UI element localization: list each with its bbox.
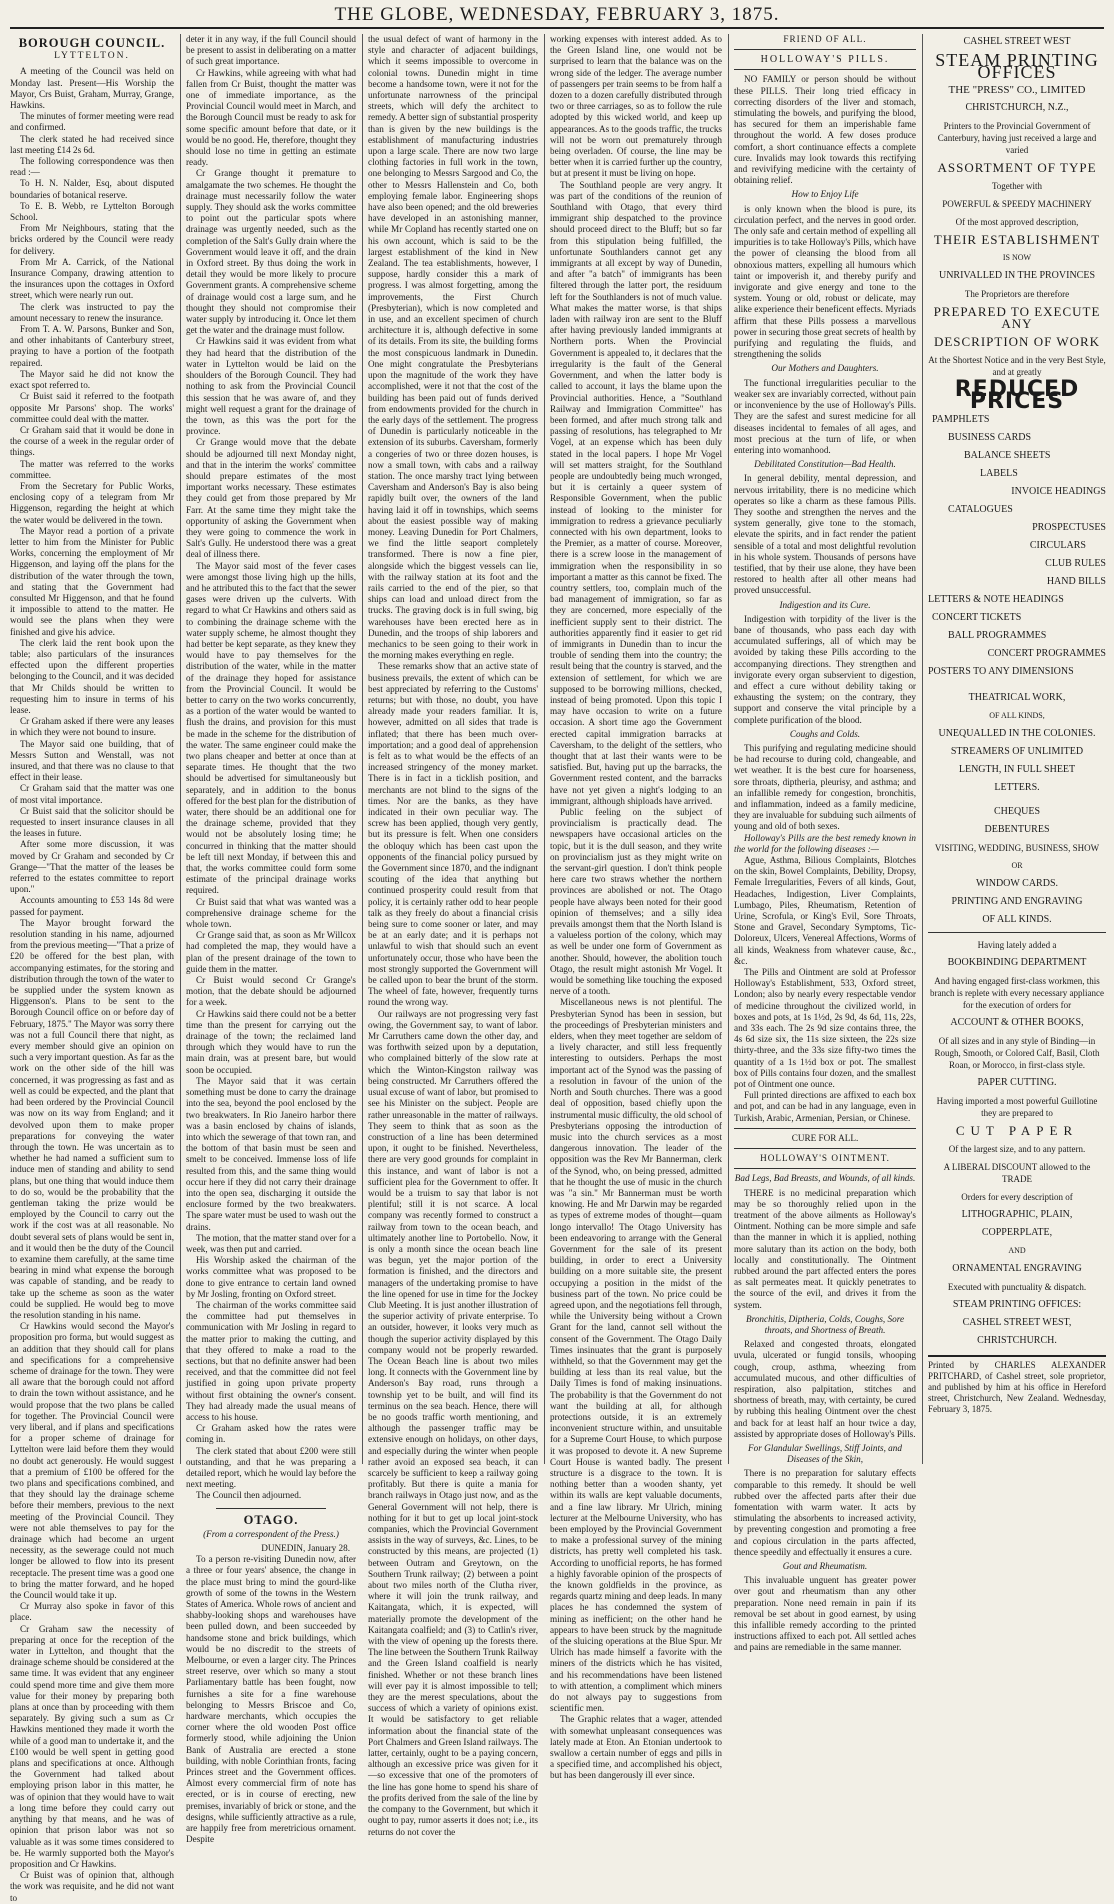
separator-rule <box>734 1128 916 1129</box>
advert-line: OF ALL KINDS, <box>989 711 1045 720</box>
paragraph: The Mayor said most of the fever cases were amongst those living high up the hills, and he attributed this to the fact that the sewer gases were driven up the culverts. With regard to what Cr Hawkins and others said as to combining the drainage scheme with the water supply scheme, he almost thought they had better be kept separate, as they knew they would have to pay themselves for the distribution of the water, while in the matter of the drainage they hoped for assistance from the Provincial Council. It would be better to carry on the two works concurrently, as a portion of the water would be wanted to flush the drains, and provision for this must be made in the scheme for the distribution of the water. The same engineer could make the two plans cheaper and better at once than at separate times. He thought that the two should be advertised for simultaneously but separately, and in addition to the bonus offered for the best plan for the distribution of water, there should be an additional one for the drainage scheme, provided that they would not be absolutely losing time; he concurred in thinking that the matter should be left till next Monday, if between this and that, the works committee could form some estimate of the principal drainage works required. <box>186 560 356 896</box>
subheading: Indigestion and its Cure. <box>779 599 871 610</box>
paragraph: This purifying and regulating medicine should be had recourse to during cold, changeable, and wet weather. It is the best cure for hoarseness, sore throats, diptheria, pleurisy, and asthma; and an infallible remedy for congestion, bronchitis, and inflammation, indeed as a family medicine, they are invaluable for subduing such ailments of young and old of both sexes. <box>734 742 916 832</box>
paragraph: Cr Hawkins said it was evident from what they had heard that the distribution of the water in Lyttelton would be laid on the shoulders of the Borough Council. They had nothing to ask from the Provincial Council this session that he was aware of, and they might well request a grant for the drainage of the town, as this was the port for the province. <box>186 336 356 437</box>
advert-line: STREAMERS OF UNLIMITED <box>950 746 1084 757</box>
column-rule <box>180 34 181 1464</box>
paragraph: A meeting of the Council was held on Monday last. Present—His Worship the Mayor, Crs Buist, Graham, Murray, Grange, Hawkins. <box>10 66 174 111</box>
advert-line: Having imported a most powerful Guillotine they are prepared to <box>936 1096 1098 1118</box>
paragraph: To a person re-visiting Dunedin now, after a three or four years' absence, the change in the place must bring to mind the gourd-like growth of some of the towns in the Western States of America. Whole rows of ancient and shabby-looking shops and warehouses have been pulled down, and been succeeded by handsome stone and brick buildings, which would be no discredit to the streets of Melbourne, or even a larger city. The Princes street reserve, over which so many a stout Parliamentary battle has been fought, now furnishes a site for a fine warehouse belonging to Messrs Briscoe and Co, hardware merchants, which occupies the corner where the old wooden Post office formerly stood, while adjoining the Union Bank of Australia are erected a stone building, with noble Corinthian fronts, facing Princes street and the Government offices. Almost every commercial firm of note has erected, or is in course of erecting, new premises, invariably of brick or stone, and the designs, while sufficiently attractive as a rule, are happily free from meretricious ornament. Despite <box>186 1554 356 1845</box>
subheading: Bronchitis, Diptheria, Colds, Coughs, Sore throats, and Shortness of Breath. <box>745 1313 905 1335</box>
paragraph: Miscellaneous news is not plentiful. The Presbyterian Synod has been in session, but the proceedings of Presbyterian ministers and elders, when they meet together are seldom of a lively character, and still less frequently interesting to outsiders. Perhaps the most important act of the Synod was the passing of a resolution in favour of the union of the North and South churches. There was a good deal of opposition, based chiefly upon the instrumental music difficulty, the old school of Presbyterians opposing the introduction of music into the church services as a most dangerous innovation. The leader of the opposition was the Rev Mr Bannerman, clerk of the Synod, who, on being pressed, admitted that he thought the use of music in the church was "a sin." Mr Bannerman must be worth knowing. He and Mr Darwin may be regarded as types of extreme modes of thought—quam longo intervallo! The Otago University has been endeavoring to arrange with the General Government for the sale of its present building, in order to erect a University building on a more suitable site, the present occupying a position in the midst of the business part of the town. No price could be agreed upon, and the negotiations fell through, while the University being without a Crown Grant for the land, cannot sell without the consent of the Government. The Otago Daily Times insinuates that the grant is purposely withheld, so that the Government may get the building at less than its real value, but the Daily Times is fond of making insinuations. The probability is that the Government do not want the building at all, for although protections outside, it is an extremely inconvenient structure within, and unsuitable for a Supreme Court House, to which purpose it was proposed to devote it. A new Supreme Court House is wanted badly. The present structure is a disgrace to the town. It is nothing better than a wooden shanty, yet within its walls are kept valuable documents, and a fine law library. Mr Ulrich, mining lecturer at the Melbourne University, who has been employed by the Provincial Government to make a professional survey of the mining districts, has pretty well completed his task. According to unofficial reports, he has formed a highly favorable opinion of the prospects of the known goldfields in the province, as regards quartz mining and deep leads. In many places he has condemned the system of mining as inefficient; on the other hand he appears to have been struck by the magnitude of the sluicing operations at the Blue Spur. Mr Ulrich has made himself a favorite with the miners of the districts which he has visited, and his recommendations have been listened to with attention, a compliment which miners do not always pay to suggestions from scientific men. <box>550 997 722 1714</box>
paragraph: To H. N. Nalder, Esq, about disputed boundaries of botanical reserve. <box>10 178 174 200</box>
paragraph: From the Secretary for Public Works, enclosing copy of a telegram from Mr Higgenson, regarding the height at which the water would be delivered in the town. <box>10 480 174 525</box>
paragraph: His Worship asked the chairman of the works committee what was proposed to be done to give entrance to certain land owned by Mr Josling, fronting on Oxford street. <box>186 1255 356 1299</box>
advert-line: OR <box>1011 861 1023 870</box>
paragraph: Cr Buist said that the solicitor should be requested to insert insurance clauses in all the leases in future. <box>10 805 174 839</box>
service-item: PROSPECTUSES <box>1032 522 1106 533</box>
service-item: CATALOGUES <box>948 504 1013 515</box>
advert-line: At the Shortest Notice and in the very Best Style, and at greatly <box>928 355 1106 377</box>
subheading: Bad Legs, Bad Breasts, and Wounds, of all kinds. <box>734 1173 916 1184</box>
separator-rule <box>734 1168 916 1169</box>
dateline: DUNEDIN, January 28. <box>261 1543 350 1554</box>
paragraph: Cr Grange said that, as soon as Mr Willcox had completed the map, they would have a plan of the present drainage of the town to guide them in the matter. <box>186 930 356 974</box>
advert-line: IS NOW <box>1002 253 1032 262</box>
article-heading: OTAGO. <box>243 1512 299 1527</box>
paragraph: This invaluable unguent has greater power over gout and rheumatism than any other preparation. None need remain in pain if its removal be set about in good earnest, by using this infallible remedy according to the printed instructions affixed to each pot. All settled aches and pains are remediable in the same manner. <box>734 1575 916 1653</box>
service-item: CLUB RULES <box>1045 558 1106 569</box>
print-services-list <box>928 414 1106 678</box>
advert-line: The Proprietors are therefore <box>964 289 1070 299</box>
advert-line: CASHEL STREET WEST <box>963 36 1071 47</box>
paragraph: Cr Graham said that it would be done in the course of a week in the regular order of things. <box>10 424 174 458</box>
paragraph: is only known when the blood is pure, its circulation perfect, and the nerves in good order. The only safe and certain method of expelling all impurities is to take Holloway's Pills, which have the power of cleansing the blood from all obnoxious matters, expelling all humours which taint or impoverish it, and thereby purify and invigorate and give energy and tone to the system. Young or old, robust or delicate, may alike experience their beneficent effects. Myriads affirm that these Pills possess a marvellous power in securing those great secrets of health by purifying and regulating the fluids, and strengthening the solids <box>734 203 916 360</box>
paragraph: The motion, that the matter stand over for a week, was then put and carried. <box>186 1232 356 1254</box>
advert-line: LETTERS. <box>994 782 1040 793</box>
paragraph: The clerk stated he had received since last meeting £14 2s 6d. <box>10 133 174 155</box>
service-item: INVOICE HEADINGS <box>1011 486 1106 497</box>
separator-rule <box>928 932 1106 933</box>
paragraph: The Mayor said he did not know the exact spot referred to. <box>10 368 174 391</box>
advert-line: ASSORTMENT OF TYPE <box>937 160 1097 175</box>
advert-line: CASHEL STREET WEST, <box>962 1317 1072 1328</box>
masthead: THE GLOBE, WEDNESDAY, FEBRUARY 3, 1875. <box>334 4 780 25</box>
paragraph: Cr Hawkins, while agreeing with what had fallen from Cr Buist, thought the matter was one of immediate importance, as the Provincial Council would meet in March, and the Borough Council must be ready to ask for some specific amount before that date, or it would be no good. He, therefore, thought they should lose no time in getting an estimate ready. <box>186 67 356 168</box>
paragraph: Our railways are not progressing very fast owing, the Government say, to want of labor. Mr Carruthers came down the other day, and was forthwith seized upon by a deputation, who complained bitterly of the slow rate at which the Winton-Kingston railway was being constructed. Mr Carruthers offered the usual excuse of want of labor, but promised to see his Minister on the subject. People are rather unreasonable in the matter of railways. They seem to think that as soon as the construction of a line has been determined upon, it ought to be finished. Nevertheless, there are very good grounds for complaint in this instance, and want of labor is not a sufficient plea for the Government to offer. It would be a truism to say that labor is not plentiful; still it is not scarce. A local company was recently formed to construct a railway from town to the ocean beach, and ultimately another line to Portobello. Now, it is only a month since the ocean beach line was begun, yet the major portion of the formation is finished, and the directors and managers of the undertaking promise to have the line opened for use in time for the Jockey Club Meeting. It is just another illustration of the superior activity of private enterprise. To an outsider, however, it looks very much as though the superior activity displayed by this company would not be properly rewarded. The Ocean Beach line is about two miles long. It connects with the Government line by Anderson's Bay road, runs through a township yet to be built, and will find its terminus on the sea beach. Hence, there will be no goods traffic worth mentioning, and although the passenger traffic may be extensive enough on holidays, on other days, and especially during the winter when people rather avoid an exposed sea beach, it can scarcely be sufficient to keep a railway going profitably. But there is quite a mania for branch railways in Otago just now, and as the General Government will not help, there is nothing for it but to get up local joint-stock companies, which the Provincial Government assists in the way of surveys, &c. Lines, to be constructed by this means, are projected (1) between Outram and Greytown, on the Southern Trunk railway; (2) between a point about two miles north of the Clutha river, where it will join the trunk railway, and Kaitangata, which, it is expected, will materially promote the development of the Kaitangata coalfield; and (3) to Catlin's river, with the view of opening up the forests there. The line between the Southern Trunk Railway and the Green Island coalfield is nearly finished. Whether or not these branch lines will ever pay it is almost impossible to tell; they are the merest speculations, about the success of which a variety of opinions exist. It would be satisfactory to get reliable information about the financial state of the Port Chalmers and Green Island railways. The latter, certainly, ought to be a paying concern, although an excessive price was given for it—so excessive that one of the promoters of the line has gone home to spend his share of the profits derived from the sale of the line by the company to the Government, but which it ought to pay, rumor asserts it does not; i.e., its returns do not cover the <box>368 1008 539 1837</box>
paragraph: The chairman of the works committee said the committee had put themselves in communication with Mr Josling in regard to the matter prior to making the cutting, and that they offered to make a road to the sections, but that no definite answer had been received, and that the committee did not feel justified in going upon private property without first obtaining the owner's consent. They had already made the usual means of access to his house. <box>186 1299 356 1422</box>
advert-line: DEBENTURES <box>984 824 1050 835</box>
paragraph: Cr Buist would second Cr Grange's motion, that the debate should be adjourned for a week. <box>186 975 356 1008</box>
advert-kicker: FRIEND OF ALL. <box>783 34 867 44</box>
paragraph: Cr Grange would move that the debate should be adjourned till next Monday night, and that in the interim the works' committee should prepare estimates of the most important works necessary. These estimates they could get from those prepared by Mr Farr. At the same time they might take the opportunity of asking the Government when they were going to commence the work in Salt's Gully. He understood there was a great deal of illness there. <box>186 437 356 560</box>
separator-rule <box>734 49 916 50</box>
advert-line: THEATRICAL WORK, <box>968 692 1066 703</box>
paragraph: After some more discussion, it was moved by Cr Graham and seconded by Cr Grange—"That the matter of the leases be referred to the estates committee to report upon." <box>10 839 174 895</box>
advert-line: ACCOUNT & OTHER BOOKS, <box>950 1017 1084 1028</box>
paragraph: Cr Murray also spoke in favor of this place. <box>10 1601 174 1623</box>
paragraph: The minutes of former meeting were read and confirmed. <box>10 111 174 133</box>
subheading: How to Enjoy Life <box>791 189 859 200</box>
paragraph: The clerk laid the rent book upon the table; also particulars of the insurances effected upon the different properties belonging to the Council, and it was decided that Mr Childs should be written to requesting him to insure in terms of his lease. <box>10 637 174 715</box>
paragraph: Cr Buist said that what was wanted was a comprehensive drainage scheme for the whole town. <box>186 896 356 930</box>
service-item: CONCERT TICKETS <box>932 612 1022 623</box>
column-3 <box>368 34 539 1837</box>
advert-line: Executed with punctuality & dispatch. <box>947 1282 1087 1292</box>
advert-line: A LIBERAL DISCOUNT allowed to the TRADE <box>943 1162 1091 1184</box>
subheading: Debilitated Constitution—Bad Health. <box>754 459 896 470</box>
subheading: Gout and Rheumatism. <box>782 1561 868 1571</box>
advert-kicker: CURE FOR ALL. <box>791 1132 859 1143</box>
advert-line: Having lately added a <box>977 940 1057 950</box>
paragraph: NO FAMILY or person should be without these PILLS. Their long tried efficacy in correcting disorders of the liver and stomach, stimulating the bowels, and purifying the blood, has secured for them an imperishable fame throughout the world. A few doses produce comfort, a short continuance effects a complete cure. Invalids may look towards this rectifying and revivifying medicine with the certainty of obtaining relief. <box>734 74 916 186</box>
service-item: LABELS <box>980 468 1018 479</box>
paragraph: The Mayor said one building, that of Messrs Sutton and Wenstall, was not insured, and that there was no clause to that effect in their lease. <box>10 738 174 783</box>
paragraph: Cr Graham asked if there were any leases in which they were not bound to insure. <box>10 716 174 738</box>
paragraph: Accounts amounting to £53 14s 8d were passed for payment. <box>10 895 174 917</box>
paragraph: Cr Hawkins said there could not be a better time than the present for carrying out the drainage of the town; the reclaimed land through which they would have to run the main drain, was at present bare, but would soon be occupied. <box>186 1008 356 1075</box>
paragraph: The clerk stated that about £200 were still outstanding, and that he was preparing a detailed report, which he would lay before the next meeting. <box>186 1445 356 1490</box>
paragraph: The Southland people are very angry. It was part of the conditions of the reunion of Southland with Otago, that every third immigrant ship despatched to the province should proceed direct to the Bluff; but so far from this stipulation being fulfilled, the unfortunate Southlanders cannot get any immigrants at all except by way of Dunedin, and after "a batch" of immigrants has been filtered through the latter port, the residuum left for the Southlanders is not of much value. What makes the matter worse, is that ships laden with railway iron are sent to the Bluff after having previously landed immigrants at Northern ports. When the Provincial Government is appealed to, it declares that the irregularity is the fault of the General Government, and when the latter body is called to account, it lays the blame upon the Provincial authorities. Hence, a "Southland Railway and Immigration Committee" has been formed, and after much strong talk and passing of resolutions, has telegraphed to Mr Vogel, at an expense which has been duly stated in the local papers. I hope Mr Vogel will set matters straight, for the Southland people are undoubtedly being much wronged, but it is certainly a queer system of Responsible Government, when the public instead of looking to the minister for immigration to redress a grievance peculiarly connected with his own department, looks to the Premier, as a matter of course. Moreover, there is a screw loose in the management of immigration when the responsibility in so important a matter as this cannot be fixed. The country settlers, too, complain much of the bad management of immigration, so far as they are concerned, more especially of the inefficient supply sent to their district. The authorities apparently find it easier to get rid of immigrants in Dunedin than to incur the trouble of sending them into the country; the result being that the country is starved, and the extension of settlement, for which we are supposed to be borrowing millions, checked, instead of being promoted. Upon this topic I may have occasion to write on a future occasion. A short time ago the Government erected capital immigration barracks at Caversham, to the delight of the settlers, who thought that at last their wants were to be satisfied. But, having put up the barracks, the Government rested content, and the barracks have not yet given a night's lodging to an immigrant, although shiploads have arrived. <box>550 179 722 806</box>
advert-line: And having engaged first-class workmen, this branch is replete with every necessary appliance for the execution of orders for <box>930 976 1104 1010</box>
service-item: POSTERS TO ANY DIMENSIONS <box>928 666 1074 677</box>
paragraph: From T. A. W. Parsons, Bunker and Son, and other inhabitants of Canterbury street, praying to have a portion of the footpath repaired. <box>10 324 174 368</box>
advert-line: AND <box>1008 1246 1026 1255</box>
printer-imprint: Printed by CHARLES ALEXANDER PRITCHARD, of Cashel street, sole proprietor, and published by him at his office in Hereford street, Christchurch, New Zealand. Wednesday, February 3, 1875. <box>928 1355 1106 1415</box>
article-heading: BOROUGH COUNCIL. <box>18 36 166 50</box>
advert-line: LENGTH, IN FULL SHEET <box>958 764 1076 775</box>
column-1 <box>10 34 174 1903</box>
paragraph: The Council then adjourned. <box>196 1490 302 1501</box>
advert-line: CHRISTCHURCH, N.Z., <box>965 102 1069 113</box>
column-rule <box>728 34 729 1464</box>
advert-line: REDUCED PRICES <box>954 377 1080 414</box>
advert-line: CHEQUES <box>993 806 1041 817</box>
advert-line: Of the largest size, and to any pattern. <box>948 1144 1086 1154</box>
advert-line: PRINTING AND ENGRAVING <box>951 896 1083 907</box>
advert-line: POWERFUL & SPEEDY MACHINERY <box>942 199 1092 209</box>
separator-rule <box>734 1148 916 1149</box>
paragraph: The following correspondence was then read :— <box>10 156 174 178</box>
column-rule <box>362 34 363 1464</box>
service-item: PAMPHLETS <box>932 414 990 425</box>
paragraph: To E. B. Webb, re Lyttelton Borough School. <box>10 200 174 223</box>
subheading: Coughs and Colds. <box>789 728 861 739</box>
column-5-holloway-advert <box>734 34 916 1653</box>
paragraph: The Graphic relates that a wager, attended with somewhat unpleasant consequences was lately made at Eton. An Etonian undertook to swallow a certain number of eggs and pills in a specified time, and accomplished his object, but has been dangerously ill ever since. <box>550 1714 722 1781</box>
paragraph: Cr Graham asked how the rates were coming in. <box>186 1423 356 1445</box>
advert-line: OF ALL KINDS. <box>982 914 1052 925</box>
service-item: BALANCE SHEETS <box>964 450 1051 461</box>
advert-line: LITHOGRAPHIC, PLAIN, <box>961 1209 1073 1220</box>
advert-line: CHRISTCHURCH. <box>977 1335 1057 1346</box>
advert-line: Together with <box>991 181 1043 191</box>
article-byline: (From a correspondent of the Press.) <box>203 1528 339 1539</box>
article-subheading: LYTTELTON. <box>54 51 130 62</box>
service-item: BUSINESS CARDS <box>948 432 1032 443</box>
advert-line: UNRIVALLED IN THE PROVINCES <box>938 270 1096 281</box>
paragraph: The functional irregularities peculiar to the weaker sex are invariably corrected, without pain or inconvenience by the use of Holloway's Pills. They are the safest and surest medicine for all diseases incidental to females of all ages, and most precious at the turn of life, or when entering into womanhood. <box>734 377 916 455</box>
column-6-printing-advert <box>928 34 1106 1464</box>
advert-line: ORNAMENTAL ENGRAVING <box>952 1263 1082 1274</box>
separator-rule <box>216 1508 326 1509</box>
paragraph: Cr Hawkins would second the Mayor's proposition pro forma, but would suggest as an addition that they should call for plans and specifications for a comprehensive scheme of drainage for the town. They were all aware that the borough could not afford to drain the town without assistance, and he would propose that the two plans be called for together. The Provincial Council were very liberal, and if plans and specifications for a proper scheme of drainage for Lyttelton were laid before them they would no doubt act generously. He would suggest that a premium of £100 be offered for the two plans and specifications combined, and that they should lay the drainage scheme before their members, previous to the next meeting of the Provincial Council. They were not able themselves to pay for the drainage which had become an urgent necessity, as the sewerage could not much longer be allowed to flow into its present receptacle. The present time was a good one to bring the matter forward, and he hoped the Council would take it up. <box>10 1321 174 1601</box>
advert-line: Of the most approved description, <box>955 217 1079 227</box>
paragraph: Holloway's Pills are the best remedy known in the world for the following diseases :— <box>734 832 916 854</box>
paragraph: Relaxed and congested throats, elongated uvula, ulcerated or fungid tonsils, whooping cough, croup, asthma, wheezing from accumulated mucous, and other difficulties of respiration, also palpitation, stitches and shortness of breath, may, with certainty, be cured by rubbing this healing Ointment over the chest and back for at least half an hour twice a day, assisted by appropriate doses of Holloway's Pills. <box>734 1339 916 1439</box>
advert-title: HOLLOWAY'S OINTMENT. <box>760 1153 890 1164</box>
service-item: CONCERT PROGRAMMES <box>987 648 1106 659</box>
paragraph: deter it in any way, if the full Council should be present to assist in deliberating on a matter of such great importance. <box>186 34 356 67</box>
column-rule <box>922 34 923 1464</box>
paragraph: working expenses with interest added. As to the Green Island line, one would not be surprised to learn that the balance was on the wrong side of the ledger. The average number of passengers per train seems to be from half a dozen to a dozen carefully distributed through two or three carriages, so as to follow the rule adopted by this wicked world, and keep up appearances. As to the goods traffic, the trucks will not be worn out prematurely through being overladen. Of course, the line may be better when it is carried further up the country, but at present it must be living on hope. <box>550 34 722 179</box>
paragraph: From Mr A. Carrick, of the National Insurance Company, drawing attention to the insurances upon the cottages in Oxford street, which were nearly run out. <box>10 256 174 301</box>
subheading: Our Mothers and Daughters. <box>771 363 879 374</box>
paragraph: The Mayor said that it was certain something must be done to carry the drainage into the sea, beyond the pool enclosed by the two breakwaters. In Rio Janeiro harbor there was a basin enclosed by chains of islands, into which the sewerage of that town ran, and the bottom of that basin must be seen and smelt to be conceived. Immense loss of life resulted from this, and the same thing would occur here if they did not carry their drainage into the open sea, discharging it outside the enclosure formed by the two breakwaters. The spare water must be used to wash out the drains. <box>186 1075 356 1232</box>
advert-line: PREPARED TO EXECUTE ANY <box>933 304 1101 331</box>
advert-line: Printers to the Provincial Government of Canterbury, having just received a large and varied <box>937 121 1097 155</box>
advert-line: BOOKBINDING DEPARTMENT <box>947 957 1087 968</box>
service-item: BALL PROGRAMMES <box>948 630 1047 641</box>
paragraph: Cr Graham saw the necessity of preparing at once for the reception of the water in Lyttelton, and thought that the drainage scheme should be considered at the same time. It was evident that any engineer could spend more time and give them more value for their money by preparing both plans at once than by proceeding with them separately. By giving such a sum as Cr Hawkins mentioned they made it worth the while of a good man to undertake it, and the £100 would be well spent in getting good plans and specifications at once. Although the Government had talked about employing prison labor in this matter, he was of opinion that they would have to wait a long time before they could carry out anything by that means, and he was of opinion that prison labor was not so valuable as it was some times considered to be. He warmly supported both the Mayor's proposition and Cr Hawkins. <box>10 1623 174 1869</box>
advert-line: THE "PRESS" CO., LIMITED <box>948 84 1086 96</box>
advert-line: DESCRIPTION OF WORK <box>933 334 1101 349</box>
subheading: For Glandular Swellings, Stiff Joints, and Diseases of the Skin, <box>748 1442 902 1465</box>
advert-line: STEAM PRINTING OFFICES <box>935 50 1099 82</box>
paragraph: The clerk was instructed to pay the amount necessary to renew the insurance. <box>10 301 174 323</box>
paragraph: the usual defect of want of harmony in the style and character of adjacent buildings, which it seems impossible to overcome in colonial towns. Dunedin might in time become a handsome town, were it not for the unfortunate narrowness of the principal streets, which will defy the architect to remedy. A better sign of substantial prosperity than is given by the new buildings is the establishment of manufacturing industries upon a large scale. There are now two large clothing factories in full work in the town, one belonging to Messrs Sargood and Co, the other to Messrs Hallenstein and Co, both employing female labor. Engineering shops have also been opened; and the old breweries have developed in an astonishing manner, while Mr Copland has recently started one on his own account, which is said to be the largest establishment of the kind in New Zealand. The tea establishments, however, I suppose, hardly consider this a mark of progress. I was almost forgetting, among the improvements, the First Church (Presbyterian), which is now completed and in use, and an excellent specimen of church architecture it is, although defective in some of its details. From its site, the building forms the most conspicuous landmark in Dunedin. One might congratulate the Presbyterians upon the magnitude of the work they have accomplished, were it not that the cost of the building has been paid out of funds derived from endowments provided for the church in the early days of the settlement. The progress of Dunedin is particularly noticeable in the extension of its suburbs. Caversham, formerly a congeries of two or three dozen houses, is now a small town, with cabs and a railway station. The once marshy tract lying between Caversham and Anderson's Bay is also being rapidly built over, the owners of the land having laid it off in townships, which seems about the easiest possible way of making money. Leaving Dunedin for Port Chalmers, we find the little seaport completely transformed. There is now a fine pier, alongside which the biggest vessels can lie, with the railway station at its foot and the rails carried to the end of the pier, so that ships can load and unload direct from the trucks. The graving dock is in full swing, big warehouses have been erected here as in Dunedin, and the troops of ship laborers and mechanics to be seen going to their work in the morning makes everything en regle. <box>368 34 538 661</box>
separator-rule <box>734 69 916 70</box>
paragraph: There is no preparation for salutary effects comparable to this remedy. It should be well rubbed over the affected parts after their due fomentation with warm water. It acts by stimulating the absorbents to increased activity, by preventing congestion and promoting a free and copious circulation in the parts affected, thence speedily and effectually it ensures a cure. <box>734 1468 916 1557</box>
paragraph: The matter was referred to the works committee. <box>10 458 174 480</box>
paragraph: Full printed directions are affixed to each box and pot, and can be had in any language, even in Turkish, Arabic, Armenian, Persian, or Chinese. <box>734 1090 916 1123</box>
paragraph: From Mr Neighbours, stating that the bricks ordered by the Council were ready for delivery. <box>10 223 174 256</box>
paragraph: The Mayor read a portion of a private letter to him from the Minister for Public Works, concerning the employment of Mr Higgenson, and laying off the plans for the distribution of the water through the town, and stating that the Government had consulted Mr Higgenson, and that he found it impossible to attend to the matter. He would see the plans when they were finished and give his advice. <box>10 525 174 637</box>
paragraph: THERE is no medicinal preparation which may be so thoroughly relied upon in the treatment of the above ailments as Holloway's Ointment. Nothing can be more simple and safe than the manner in which it is applied, nothing more salutary than its action on the body, both locally and constitutionally. The Ointment rubbed around the part affected enters the pores as salt permeates meat. It quickly penetrates to the source of the evil, and drives it from the system. <box>734 1187 916 1310</box>
advert-line: PAPER CUTTING. <box>977 1077 1057 1088</box>
paragraph: These remarks show that an active state of business prevails, the extent of which can be best appreciated by referring to the Customs' returns; but with those, no doubt, you have already made your readers familiar. It is, however, admitted on all sides that trade is inflated; that there has been much over-importation; and a good deal of apprehension is felt as to what would be the effects of an increased stringency of the money market. There is in fact in a ticklish position, and merchants are not blind to the signs of the times. Nor are the banks, as they have indicated in their own peculiar way. The screw has been applied, though very gently, but its pressure is felt. When one considers the obloquy which has been cast upon the opponents of the financial policy pursued by the Government since 1870, and the indignant scouting of the idea that anything but continued prosperity could result from that policy, it is certainly rather odd to hear people talk as they freely do about a financial crisis being sure to come sooner or later, and may be at an early date; and it is perhaps not unlawful to wish that should such an event unfortunately occur, those who have been the most strongly supported the Government will be called upon to bear the brunt of the storm. The wheel of fate, however, frequently turns round the wrong way. <box>368 661 538 1008</box>
advert-line: VISITING, WEDDING, BUSINESS, SHOW <box>934 843 1100 853</box>
paragraph: The Pills and Ointment are sold at Professor Holloway's Establishment, 533, Oxford street, London; also by nearly every respectable vendor of medicine throughout the civilized world, in boxes and pots, at 1s 1½d, 2s 9d, 4s 6d, 11s, 22s, and 33s each. The 2s 9d size contains three, the 4s 6d size six, the 11s size sixteen, the 22s size thirty-three, and the 33s size fifty-two times the quantity of a 1s 1½d box or pot. The smallest box of Pills contains four dozen, and the smallest pot of Ointment one ounce. <box>734 967 916 1090</box>
paragraph: Ague, Asthma, Bilious Complaints, Blotches on the skin, Bowel Complaints, Debility, Dropsy, Female Irregularities, Fevers of all kinds, Gout, Headaches, Indigestion, Liver Complaints, Lumbago, Piles, Rheumatism, Retention of Urine, Scrofula, or King's Evil, Sore Throats, Stone and Gravel, Secondary Symptoms, Tic-Doloreux, Ulcers, Venereal Affections, Worms of all kinds, Weakness from whatever cause, &c., &c. <box>734 855 916 966</box>
paragraph: Indigestion with torpidity of the liver is the bane of thousands, who pass each day with accumulated sufferings, all of which may be avoided by taking these Pills according to the accompanying directions. They strengthen and invigorate every organ subservient to digestion, and effect a cure without debility taking or exhausting the system; on the contrary, they support and conserve the vital principle by a complete purification of the blood. <box>734 613 916 725</box>
paragraph: Public feeling on the subject of provincialism is practically dead. The newspapers have occasional articles on the topic, but it is the dull season, and they write on provincialism just as they might write on the servant-girl question. I don't think people here care two straws whether the northern provinces are abolished or not. The Otago people have always been noted for their good opinion of themselves; and a silly idea prevails amongst them that the North Island is a valueless portion of the colony, which may as well be under one form of Government as another. Should, however, the abolition touch Otago, the result might astonish Mr Vogel. It would be something like touching the exposed nerve of a tooth. <box>550 807 722 997</box>
column-2 <box>186 34 356 1845</box>
column-rule <box>544 34 545 1464</box>
advert-title: HOLLOWAY'S PILLS. <box>760 54 890 66</box>
service-item: LETTERS & NOTE HEADINGS <box>928 594 1064 605</box>
masthead-rule <box>10 27 1104 29</box>
advert-line: Orders for every description of <box>961 1192 1073 1202</box>
advert-line: Of all sizes and in any style of Binding—in Rough, Smooth, or Colored Calf, Basil, Cloth Roan, or Morocco, in first-class style. <box>934 1036 1100 1070</box>
advert-line: UNEQUALLED IN THE COLONIES. <box>938 728 1096 739</box>
service-item: CIRCULARS <box>1029 540 1086 551</box>
advert-line: STEAM PRINTING OFFICES: <box>952 1299 1082 1310</box>
paragraph: Cr Buist was of opinion that, although the work was requisite, and he did not want to <box>10 1870 174 1903</box>
service-item: HAND BILLS <box>1046 576 1106 587</box>
paragraph: Cr Graham said that the matter was one of most vital importance. <box>10 783 174 805</box>
column-4 <box>550 34 722 1781</box>
paragraph: Cr Grange thought it premature to amalgamate the two schemes. He thought the drainage must necessarily follow the water supply. They should ask the works committee to point out the particular spots where drainage was urgently needed, such as the completion of the Salt's Gully drain where the Government would leave it off, and the drain in Oxford street. By thus doing the work in detail they would be more likely to procure Government grants. A comprehensive scheme of drainage would cost a large sum, and he thought they should not compromise their water supply by introducing it. Once let them get the water and the drainage must follow. <box>186 168 356 336</box>
advert-line: WINDOW CARDS. <box>975 878 1059 889</box>
paragraph: In general debility, mental depression, and nervous irritability, there is no medicine which operates so like a charm as these famous Pills. They soothe and strengthen the nerves and the system generally, give tone to the stomach, elevate the spirits, and in fact render the patient sensible of a total and most delightful revolution in his whole system. Thousands of persons have testified, that by their use alone, they have been restored to health after all other means had proved unsuccessful. <box>734 473 916 596</box>
advert-line: COPPERPLATE, <box>981 1227 1053 1238</box>
paragraph: Cr Buist said it referred to the footpath opposite Mr Parsons' shop. The works' committee could deal with the matter. <box>10 391 174 424</box>
advert-line: CUT PAPER <box>955 1123 1079 1138</box>
advert-line: THEIR ESTABLISHMENT <box>933 232 1101 247</box>
paragraph: The Mayor brought forward the resolution standing in his name, adjourned from the previous meeting—"That a prize of £20 be offered for the best plan, with accompanying estimates, for the storing and distribution through the town of the water to be supplied under the system known as Higgenson's. Plans to be sent to the Borough Council office on or before day of February, 1875." The Mayor was sorry there was not a full Council there that night, as every member should give an opinion on such a very important question. As far as the work on the other side of the hill was concerned, it was progressing as fast and as well as could be expected, and the plant that had been ordered by the Provincial Council was now on its way from England; and it devolved upon them to make proper preparations for conveying the water through the town. He was uncertain as to whether he had named a sufficient sum to induce men of standing and ability to send plans, but one thing that would induce them to do so, would be the probability that the gentleman taking the prize would be employed by the Council to carry out the work if the cost was at all reasonable. No doubt several sets of plans would be sent in, and it would then be the duty of the Council to examine them carefully, at the same time bearing in mind what expense the borough was capable of standing, and be ready to take up the scheme as soon as the water could be supplied. He would beg to move the resolution standing in his name. <box>10 917 174 1320</box>
